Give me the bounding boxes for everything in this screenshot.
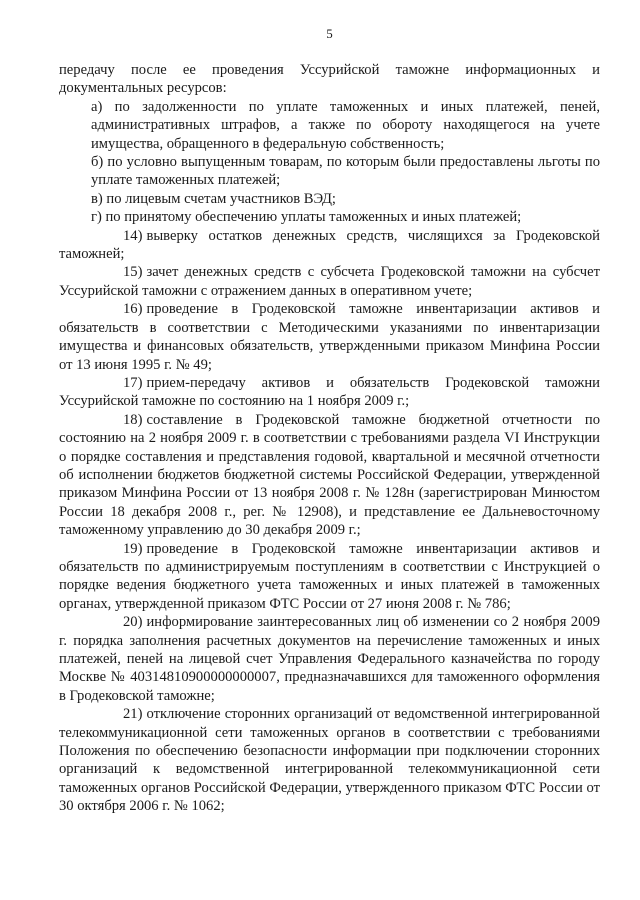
subitem-g: г) по принятому обеспечению уплаты таможенных и иных платежей; bbox=[91, 209, 522, 226]
item-number: 15) bbox=[123, 264, 143, 281]
paragraph-continuation: передачу после ее проведения Уссурийской таможне информационных и документальных ресурсов: bbox=[59, 62, 600, 97]
subitem-v: в) по лицевым счетам участников ВЭД; bbox=[91, 190, 336, 207]
item-number: 19) bbox=[123, 540, 143, 557]
list-item-15 bbox=[59, 263, 600, 300]
item-number: 16) bbox=[123, 301, 143, 318]
item-text: составление в Гродековской таможне бюджетной отчетности по состоянию на 2 ноября 2009 г. в соответствии с требованиями раздела VI Инструкции о порядке составления и представления годовой, квартальной и месячной отчетности об исполнении бюджетов бюджетной системы Российской Федерации, утвержденной приказом Минфина России от 13 ноября 2008 г. № 128н (зарегистрирован Минюстом России 18 декабря 2008 г., рег. № 12908), и представление ее Дальневосточному таможенному управлению до 30 декабря 2009 г.; bbox=[59, 411, 600, 539]
item-number: 21) bbox=[123, 706, 143, 723]
list-item-18 bbox=[59, 411, 600, 540]
subitem-b: б) по условно выпущенным товарам, по которым были предоставлены льготы по уплате таможенных платежей; bbox=[91, 154, 600, 189]
item-text: проведение в Гродековской таможне инвентаризации активов и обязательств по администрируемым поступлениям в соответствии с Инструкцией о порядке ведения бюджетного учета таможенных и иных платежей в таможенных органах, утвержденной приказом ФТС России от 27 июня 2008 г. № 786; bbox=[59, 540, 600, 612]
page-number: 5 bbox=[326, 26, 333, 41]
list-item-17 bbox=[59, 374, 600, 411]
item-number: 20) bbox=[123, 614, 143, 631]
item-number: 17) bbox=[123, 374, 143, 391]
list-item-21 bbox=[59, 705, 600, 815]
item-text: прием-передачу активов и обязательств Гродековской таможни Уссурийской таможне по состоянию на 1 ноября 2009 г.; bbox=[59, 374, 600, 410]
list-item-16 bbox=[59, 300, 600, 374]
item-text: информирование заинтересованных лиц об изменении со 2 ноября 2009 г. порядка заполнения расчетных документов на перечисление таможенных и иных платежей, пеней на лицевой счет Управления Федерального казначейства по городу Москве № 40314810900000000007, предназначавшихся для таможенного оформления в Гродековской таможне; bbox=[59, 614, 600, 704]
list-item-19 bbox=[59, 540, 600, 614]
item-text: выверку остатков денежных средств, числящихся за Гродековской таможней; bbox=[59, 227, 600, 263]
subitem-a: а) по задолженности по уплате таможенных и иных платежей, пеней, административных штрафов, а также по обороту находящегося на учете имущества, обращенного в федеральную собственность; bbox=[91, 98, 600, 152]
list-item-14 bbox=[59, 227, 600, 264]
item-text: отключение сторонних организаций от ведомственной интегрированной телекоммуникационной сети таможенных органов в соответствии с требованиями Положения по обеспечению безопасности информации при подключении сторонних организаций к ведомственной интегрированной телекоммуникационной сети таможенных органов Российской Федерации, утвержденного приказом ФТС России от 30 октября 2006 г. № 1062; bbox=[59, 706, 600, 815]
list-item-20 bbox=[59, 613, 600, 705]
item-number: 18) bbox=[123, 411, 143, 428]
item-number: 14) bbox=[123, 227, 143, 244]
item-text: проведение в Гродековской таможне инвентаризации активов и обязательств в соответствии с Методическими указаниями по инвентаризации имущества и финансовых обязательств, утвержденными приказом Минфина России от 13 июня 1995 г. № 49; bbox=[59, 301, 600, 373]
document-body bbox=[59, 61, 600, 816]
item-text: зачет денежных средств с субсчета Гродековской таможни на субсчет Уссурийской таможни с отражением данных в оперативном учете; bbox=[59, 264, 600, 299]
